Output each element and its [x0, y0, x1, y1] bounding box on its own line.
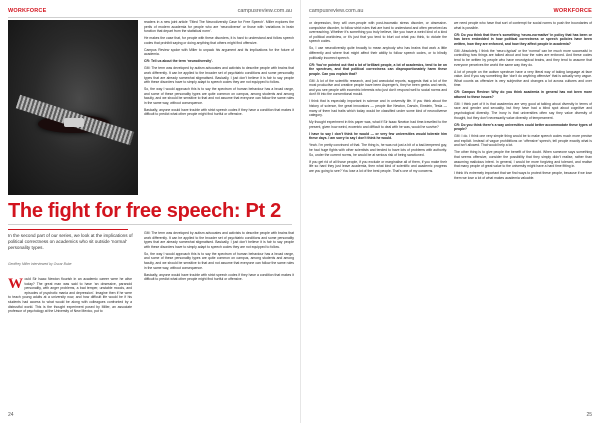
right-page: [300, 0, 600, 423]
paragraph: A lot of people on the autism spectrum have a very literal way of taking language at face value. And if you say something like ‘don’t do anything offensive’ that is actually very vague. What counts as offensive is very subjective and changes a lot across cultures and over time.: [454, 69, 592, 88]
paragraph: Campus Review spoke with Miller to unpack his argument and its implications for the future of academia.: [144, 47, 294, 57]
page-header: [309, 5, 592, 17]
paragraph: GM: I think part of it is that academics are very good at talking about diversity in terms of race and gender and sexuality, but they have had a blind spot about cognitive and psychological diversity. The irony is that universities often say they value diversity of thought, but they don’t necessarily value diversity of temperament.: [454, 101, 592, 120]
question: CR: You’ve pointed out that a lot of brilliant people, a lot of academics, tend to be on the spectrum, and that political correctness can disproportionately harm these people. Can you explain that?: [309, 62, 447, 76]
byline: Geoffrey Miller interviewed by Oscar Bube: [8, 262, 72, 266]
article-column-3: [309, 21, 447, 413]
paragraph: or depression, they will over-people with post-traumatic stress disorder, or obsessive-compulsive disorder, to follow strict rules that are hard to understand and often perceived as overreaching. Whether it’s something you truly believe, like you have a weird kind of a kind of political worldview, or it’s just that you tend to blurt out what you think, to violate the speech codes.: [309, 21, 447, 44]
page-number: 24: [8, 412, 14, 418]
paragraph: If you get rid of all those people, if you exclude or marginalise all of them, if you make their life so hard they just leave academia, then what kind of scientific and academic progress are you going to see? You lose a lot of the best people. That’s one of my concerns.: [309, 159, 447, 173]
paragraph: ould Sir Isaac Newton flourish in an academic career were he alive today? The great man was said to have ‘an obsessive, paranoid personality, with anger problems, a bad temper, unstable moods, and episodes of psychotic mania and depression’. Imagine then if he were to teach young adults at a university now, and how difficult life would be if his students had access to what would be along with colleagues confronted by a distrustful world. This is the thought experiment posed by Miller, an associate professor of psychology at the University of New Mexico, put to: [8, 277, 132, 314]
paragraph: I think that is especially important in science and in university life. If you think about the history of science, the great innovators — people like Newton, Darwin, Einstein, Tesla — many of them had traits which today would be classified under some kind of neurodiverse category.: [309, 99, 447, 118]
section-label: WORKFORCE: [553, 8, 592, 14]
standfirst: In the second part of our series, we look at the implications of political correctness on academics who sit outside ‘normal’ personality types.: [8, 233, 133, 250]
paragraph: I think it’s extremely important that we find ways to protect these people, because if we lose them we lose a lot of what makes academia valuable.: [454, 171, 592, 180]
question: CR: Do you think there’s a way universities could better accommodate these types of people?: [454, 122, 592, 132]
paragraph: Basically, anyone would have trouble with strict speech codes if they have a condition that makes it difficult to predict what other people might find hurtful or offensive.: [144, 107, 294, 117]
header-rule: [309, 17, 592, 18]
site-url: campusreview.com.au: [309, 8, 364, 14]
paragraph: So, the way I would approach this is to say the spectrum of human behaviour has a broad range, and some of these personality types are quite common on campus, among students and among faculty, and we should be sensitive to that and not assume that everyone can follow the same rules in the same way, without consequence.: [144, 251, 294, 270]
zipped-mouth-photo: [8, 20, 138, 195]
article-column-1: [8, 277, 132, 415]
paragraph: GM: I do. I think one very simple thing would be to make speech codes much more precise and explicit. Instead of vague prohibitions on ‘offensive’ speech, tell people exactly what is and isn’t allowed. That would help a lot.: [454, 134, 592, 148]
paragraph: So, the way I would approach this is to say the spectrum of human behaviour has a broad range, and some of these personality types are quite common on campus, among students and among faculty, and we should be sensitive to that and not assume that everyone can follow the same rules in the same way, without consequence.: [144, 87, 294, 105]
paragraph: Basically, anyone would have trouble with strict speech codes if they have a condition that makes it difficult to predict what other people might find hurtful or offensive.: [144, 272, 294, 282]
site-url: campusreview.com.au: [237, 8, 292, 14]
article-column-2b: [144, 231, 294, 415]
article-column-2: [144, 20, 294, 196]
paragraph: GM: Absolutely. I think the ‘neuro-typical’ or the ‘normal’ can be much more successful in controlling how things are talked about and how the rules are enforced. And these codes tend to be written by people who have neurotypical brains, and they tend to assume that everyone perceives the world the same way they do.: [454, 48, 592, 67]
paragraph: Yeah. I’m pretty convinced of that. The thing is, he was not just a bit of a bad-tempered guy, he had huge fights with other scientists and tended to have lots of problems with authority. So, under the current norms, he would be at serious risk of being sanctioned.: [309, 143, 447, 157]
paragraph: He makes the case that, for people with these disorders, it is hard to understand and follow speech codes that prohibit saying or doing anything that others might find offensive.: [144, 36, 294, 45]
paragraph: GM: The term was developed by autism advocates and activists to describe people with brains that work differently. It can be applied to the broader set of psychiatric conditions and some personality types that are already somewhat stigmatised. Basically, I just don’t believe it is fair to say people with these disorders have to simply adapt to speech codes they are not equipped to follow.: [144, 66, 294, 85]
question: I have to say I don’t think he would — or very few universities would tolerate him these days. I am sorry to say I don’t think he would.: [309, 131, 447, 141]
article-column-4: [454, 21, 592, 413]
paragraph: My thought experiment in this paper was, what if Sir Isaac Newton had time-travelled to the present, given how weird, eccentric and difficult to deal with he was, would he survive?: [309, 120, 447, 129]
paragraph: readers in a new joint article ‘Titled The Neurodiversity Case for Free Speech’. Miller explores the perils of modern academia for people who are ‘neurodiverse’ or those with ‘variations in brain function that depart from the statistical norm’.: [144, 20, 294, 34]
title-rule: [8, 224, 292, 225]
question: CR: Tell us about the term ‘neurodiversity’.: [144, 59, 214, 64]
paragraph: The other thing is to give people the benefit of the doubt. When someone says something that seems offensive, consider the possibility that they simply didn’t realise, rather than assuming malicious intent. In general, I would be more forgiving and tolerant, and realise that many people of great value to the university might have a hard time fitting in.: [454, 150, 592, 169]
paragraph: GM: The term was developed by autism advocates and activists to describe people with brains that work differently. It can be applied to the broader set of psychiatric conditions and some personality types that are already somewhat stigmatised. Basically, I just don’t believe it is fair to say people with these disorders have to simply adapt to speech codes they are not equipped to follow.: [144, 231, 294, 249]
question: CR: Campus Review: Why do you think academia in general has not been more attuned to these issues?: [454, 90, 592, 99]
page-header: [8, 5, 292, 17]
section-label: WORKFORCE: [8, 8, 47, 14]
intro-accent-rule: [8, 229, 128, 230]
drop-cap: W: [8, 277, 23, 292]
header-rule: [8, 17, 292, 18]
page-number: 25: [586, 412, 592, 418]
article-title: The fight for free speech: Pt 2: [8, 200, 281, 222]
paragraph: GM: A lot of the scientific research, and just anecdotal reports, suggests that a lot of the most productive and creative people have been Asperger’s, they’ve been geeks and nerds, and you see people with eccentric interests who just don’t respond well to social norms and don’t fit into the conventional mould.: [309, 78, 447, 97]
zipper-pull-icon: [64, 118, 84, 127]
paragraph: we need people who have that sort of contempt for social norms to push the boundaries of what is possible.: [454, 21, 592, 30]
question: CR: Do you think that there’s something ‘neuro-normative’ in policy that has been or has been embedded in how political correctness or speech policies have been written, how they are enforced, and how they affect people in academia?: [454, 32, 592, 46]
paragraph: So, I use neurodiversity quite broadly to mean anybody who has brains that work a little differently and where that might affect their ability to follow speech codes, or to blindly politically incorrect speech.: [309, 46, 447, 60]
